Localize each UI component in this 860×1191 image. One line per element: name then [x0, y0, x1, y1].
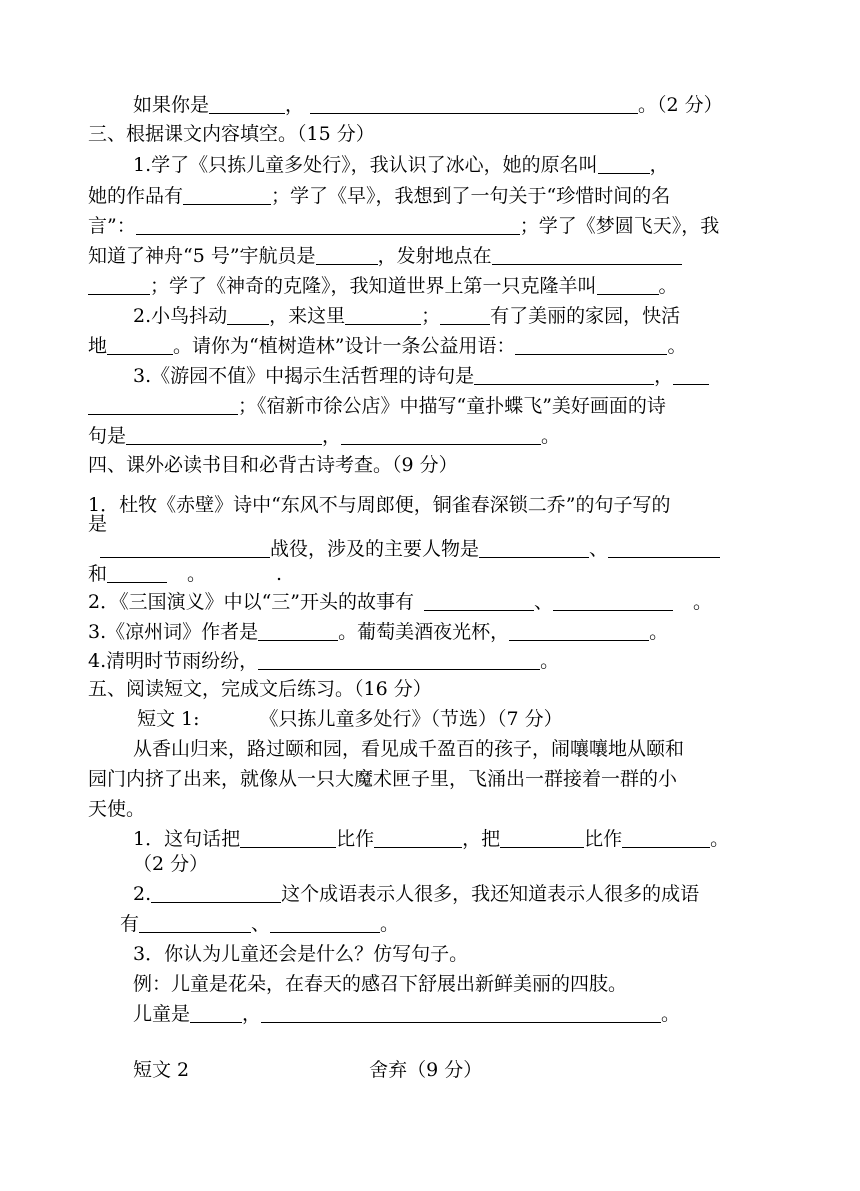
s3-line-10: 句是 ， 。: [88, 425, 561, 447]
blank[interactable]: [622, 828, 710, 848]
s3-line-7: 地 。请你为“植树造林”设计一条公益用语： 。: [88, 335, 687, 357]
s3-line-3: 言”： ；学了《梦圆飞天》，我: [88, 215, 720, 237]
blank[interactable]: [479, 538, 589, 558]
s3-line-6: 2.小鸟抖动 ，来这里 ； 有了美丽的家园，快活: [133, 305, 681, 327]
blank[interactable]: [100, 538, 270, 558]
blank[interactable]: [258, 621, 338, 641]
section-4-heading: 四、课外必读书目和必背古诗考查。（9 分）: [88, 454, 458, 476]
s4-line-3: 战役，涉及的主要人物是 、: [100, 537, 720, 561]
blank[interactable]: [126, 425, 322, 445]
section-5-heading: 五、阅读短文，完成文后练习。（16 分）: [88, 678, 432, 700]
p1-question-2: 2. 这个成语表示人很多，我还知道表示人很多的成语: [133, 883, 700, 905]
blank[interactable]: [183, 185, 271, 205]
s3-line-8: 3.《游园不值》中揭示生活哲理的诗句是 ，: [133, 364, 709, 388]
blank[interactable]: [107, 335, 173, 355]
passage-2-title: 短文 2 舍弃（9 分）: [133, 1059, 483, 1081]
s3-line-1: 1.学了《只拣儿童多处行》，我认识了冰心，她的原名叫 ，: [133, 154, 669, 176]
blank[interactable]: [88, 395, 238, 415]
s4-line-1: 1．杜牧《赤壁》诗中“东风不与周郎便，铜雀春深锁二乔”的句子写的: [88, 494, 671, 516]
blank[interactable]: [440, 305, 490, 325]
blank[interactable]: [209, 94, 285, 114]
blank[interactable]: [227, 305, 269, 325]
p1-question-3: 3．你认为儿童还会是什么？仿写句子。: [133, 943, 469, 965]
blank[interactable]: [261, 1003, 661, 1023]
blank[interactable]: [345, 305, 421, 325]
passage-1-text-1: 从香山归来，路过颐和园，看见成千盈百的孩子，闹嚷嚷地从颐和: [133, 738, 685, 760]
q2-line-if-you-are: 如果你是 ， 。（2 分）: [133, 94, 723, 116]
blank[interactable]: [341, 425, 541, 445]
blank[interactable]: [553, 591, 673, 611]
blank[interactable]: [240, 828, 336, 848]
blank[interactable]: [509, 621, 649, 641]
blank[interactable]: [136, 215, 520, 235]
blank[interactable]: [139, 913, 251, 933]
passage-1-text-2: 园门内挤了出来，就像从一只大魔术匣子里，飞涌出一群接着一群的小: [88, 768, 678, 790]
p1-question-1: 1．这句话把 比作 ，把 比作 。: [133, 828, 730, 850]
s4-line-4: 和 。 .: [88, 563, 283, 585]
s3-line-9: ；《宿新市徐公店》中描写“童扑蝶飞”美好画面的诗: [88, 394, 666, 418]
s3-line-2: 她的作品有 ；学了《早》，我想到了一句关于“珍惜时间的名: [88, 185, 671, 207]
blank[interactable]: [598, 154, 650, 174]
p1-question-3-answer: 儿童是 ， 。: [133, 1003, 681, 1025]
s4-line-5: 2．《三国演义》中以“三”开头的故事有 、 。: [88, 591, 713, 613]
passage-1-title: 短文 1: 《只拣儿童多处行》（节选）（7 分）: [137, 708, 563, 730]
blank[interactable]: [151, 883, 281, 903]
blank[interactable]: [673, 365, 709, 385]
blank[interactable]: [270, 913, 380, 933]
blank[interactable]: [88, 275, 150, 295]
blank[interactable]: [316, 245, 378, 265]
blank[interactable]: [258, 650, 540, 670]
s4-line-7: 4.清明时节雨纷纷， 。: [88, 650, 560, 672]
blank[interactable]: [515, 335, 667, 355]
blank[interactable]: [500, 828, 584, 848]
s3-line-4: 知道了神舟“5 号”宇航员是 ，发射地点在: [88, 244, 682, 268]
blank[interactable]: [374, 828, 462, 848]
p1-question-2-cont: 有 、 。: [120, 913, 400, 935]
s4-line-6: 3.《凉州词》作者是 。葡萄美酒夜光杯， 。: [88, 621, 669, 643]
blank[interactable]: [492, 245, 682, 265]
blank[interactable]: [107, 563, 167, 583]
blank[interactable]: [190, 1003, 242, 1023]
blank[interactable]: [608, 538, 720, 558]
blank[interactable]: [310, 94, 638, 114]
blank[interactable]: [474, 365, 654, 385]
section-3-heading: 三、根据课文内容填空。（15 分）: [88, 123, 375, 145]
passage-1-text-3: 天使。: [88, 798, 146, 820]
blank[interactable]: [597, 275, 659, 295]
p1-question-3-example: 例：儿童是花朵，在春天的感召下舒展出新鲜美丽的四肢。: [133, 973, 628, 995]
s4-line-2: 是: [88, 513, 108, 535]
p1-question-1-score: （2 分）: [133, 853, 209, 875]
blank[interactable]: [424, 591, 534, 611]
s3-line-5: ；学了《神奇的克隆》，我知道世界上第一只克隆羊叫 。: [88, 274, 678, 298]
